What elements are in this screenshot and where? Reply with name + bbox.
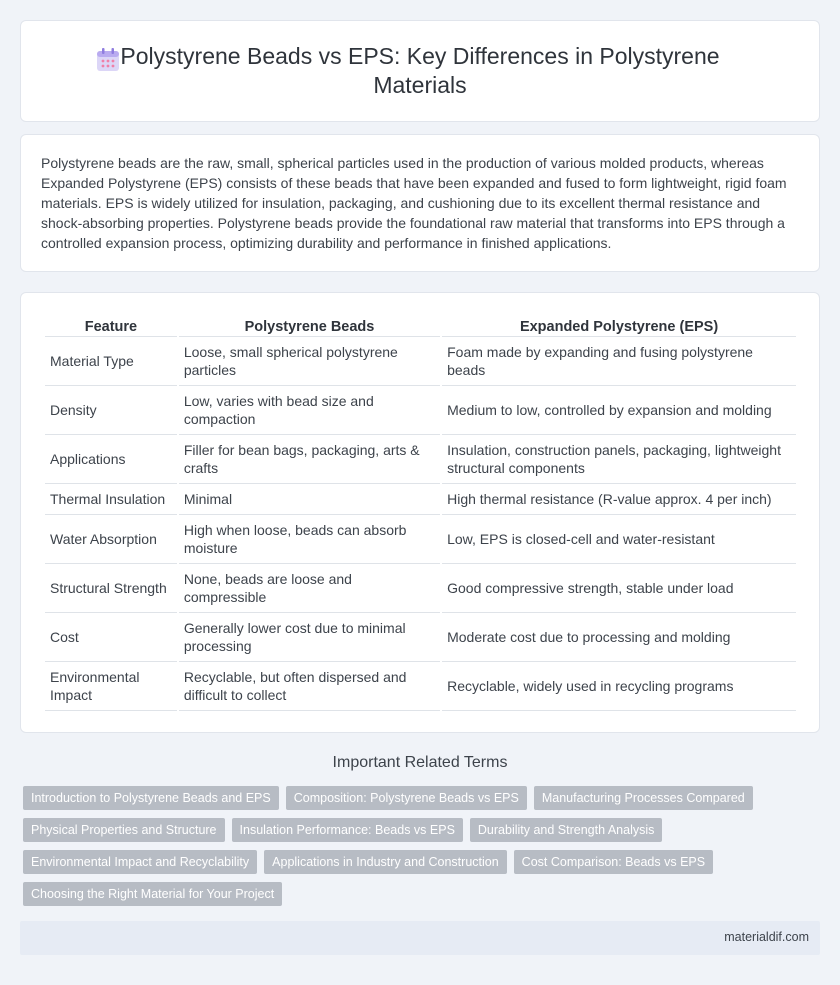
related-terms-tags [23,786,745,914]
tag-row [23,882,723,906]
tag-link[interactable]: Physical Properties and Structure [23,818,225,842]
table-cell: Structural Strength [45,564,177,613]
table-row [45,484,796,515]
table-cell: Cost [45,613,177,662]
table-cell: Environmental Impact [45,662,177,711]
table-cell: Density [45,386,177,435]
table-cell: Moderate cost due to processing and molding [442,613,796,662]
table-cell: Medium to low, controlled by expansion and molding [442,386,796,435]
table-row [45,613,796,662]
header-eps: Expanded Polystyrene (EPS) [442,315,796,337]
footer-site-link[interactable]: materialdif.com [724,930,809,944]
table-cell: Generally lower cost due to minimal processing [179,613,440,662]
tag-link[interactable]: Choosing the Right Material for Your Project [23,882,282,906]
tag-link[interactable]: Applications in Industry and Construction [264,850,507,874]
tag-link[interactable]: Cost Comparison: Beads vs EPS [514,850,713,874]
tag-row [23,818,723,842]
table-row [45,662,796,711]
intro-paragraph: Polystyrene beads are the raw, small, spherical particles used in the production of various molded products, whereas Expanded Polystyrene (EPS) consists of these beads that have been expanded and fused to form lightweight, rigid foam materials. EPS is widely utilized for insulation, packaging, and cushioning due to its excellent thermal resistance and shock-absorbing properties. Polystyrene beads provide the foundational raw material that transforms into EPS through a controlled expansion process, optimizing durability and performance in finished applications. [41,155,787,251]
table-cell: Low, varies with bead size and compaction [179,386,440,435]
intro-card [20,134,820,272]
table-cell: Loose, small spherical polystyrene particles [179,337,440,386]
comparison-table [43,315,798,711]
tag-link[interactable]: Durability and Strength Analysis [470,818,662,842]
table-row [45,386,796,435]
tag-row [23,786,745,810]
tag-row [23,850,723,874]
table-cell: Foam made by expanding and fusing polystyrene beads [442,337,796,386]
table-cell: Good compressive strength, stable under load [442,564,796,613]
header-card [20,20,820,122]
table-cell: Low, EPS is closed-cell and water-resistant [442,515,796,564]
header-feature: Feature [45,315,177,337]
comparison-table-card [20,292,820,733]
table-cell: Thermal Insulation [45,484,177,515]
table-header-row [45,315,796,337]
table-row [45,435,796,484]
table-cell: Recyclable, widely used in recycling programs [442,662,796,711]
tag-link[interactable]: Composition: Polystyrene Beads vs EPS [286,786,527,810]
header-polystyrene-beads: Polystyrene Beads [179,315,440,337]
table-row [45,564,796,613]
tag-link[interactable]: Insulation Performance: Beads vs EPS [232,818,463,842]
table-cell: High thermal resistance (R-value approx. 4 per inch) [442,484,796,515]
table-cell: Filler for bean bags, packaging, arts & crafts [179,435,440,484]
tag-link[interactable]: Environmental Impact and Recyclability [23,850,257,874]
related-terms-heading: Important Related Terms [332,754,508,771]
table-cell: Water Absorption [45,515,177,564]
tag-link[interactable]: Introduction to Polystyrene Beads and EPS [23,786,279,810]
table-cell: High when loose, beads can absorb moisture [179,515,440,564]
table-cell: Minimal [179,484,440,515]
page-title: Polystyrene Beads vs EPS: Key Differences in Polystyrene Materials [120,43,720,98]
table-cell: Insulation, construction panels, packaging, lightweight structural components [442,435,796,484]
table-cell: Material Type [45,337,177,386]
footer [20,921,820,955]
tag-link[interactable]: Manufacturing Processes Compared [534,786,753,810]
table-cell: Applications [45,435,177,484]
table-cell: None, beads are loose and compressible [179,564,440,613]
table-row [45,337,796,386]
table-cell: Recyclable, but often dispersed and difficult to collect [179,662,440,711]
table-row [45,515,796,564]
